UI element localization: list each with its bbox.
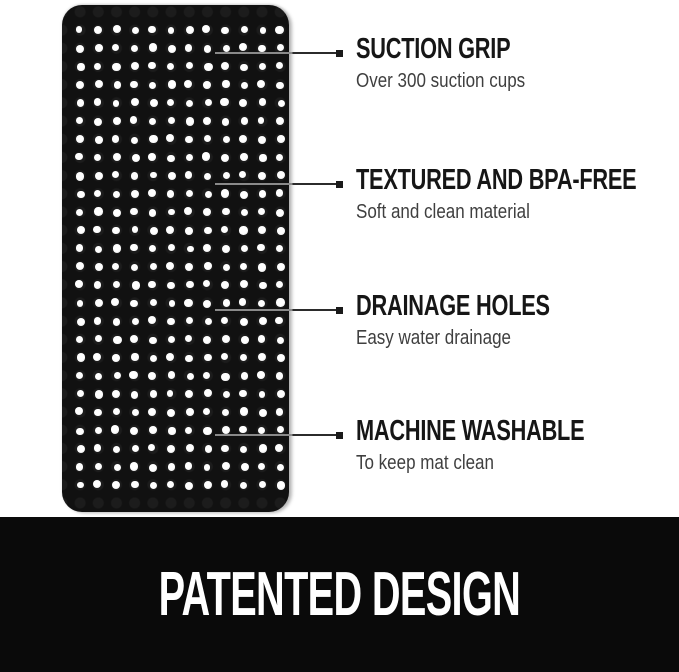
drainage-hole bbox=[276, 408, 284, 416]
drainage-hole bbox=[94, 26, 102, 34]
feature-callout bbox=[0, 166, 679, 276]
drainage-hole bbox=[186, 26, 194, 34]
drainage-hole bbox=[113, 408, 120, 415]
callout-connector-line bbox=[215, 52, 336, 54]
drainage-hole bbox=[132, 281, 140, 289]
callout-description: Easy water drainage bbox=[356, 327, 511, 349]
drainage-hole bbox=[221, 154, 229, 162]
drainage-hole bbox=[167, 282, 175, 290]
callout-marker-square-icon bbox=[336, 307, 343, 314]
drainage-hole bbox=[113, 25, 121, 33]
drainage-hole bbox=[276, 281, 283, 288]
drainage-hole bbox=[275, 26, 283, 34]
drainage-hole bbox=[113, 281, 120, 288]
drainage-hole bbox=[259, 409, 267, 417]
drainage-hole bbox=[148, 408, 156, 416]
drainage-hole bbox=[186, 408, 194, 416]
feature-callout bbox=[0, 417, 679, 527]
drainage-hole bbox=[94, 409, 102, 417]
drainage-hole bbox=[186, 281, 193, 288]
callout-title: TEXTURED AND BPA-FREE bbox=[356, 164, 637, 196]
drainage-hole bbox=[202, 152, 210, 160]
drainage-hole bbox=[203, 408, 210, 415]
drainage-hole bbox=[132, 154, 140, 162]
drainage-hole bbox=[167, 155, 174, 162]
drainage-hole bbox=[148, 281, 156, 289]
drainage-hole bbox=[240, 280, 248, 288]
drainage-hole bbox=[132, 27, 140, 35]
drainage-hole bbox=[148, 153, 156, 161]
callout-title: DRAINAGE HOLES bbox=[356, 290, 550, 322]
drainage-hole bbox=[259, 282, 267, 290]
callout-description: To keep mat clean bbox=[356, 452, 494, 474]
feature-callout bbox=[0, 292, 679, 402]
feature-callout bbox=[0, 35, 679, 145]
callout-title: SUCTION GRIP bbox=[356, 33, 511, 65]
drainage-hole bbox=[276, 154, 283, 161]
drainage-hole bbox=[186, 154, 193, 161]
drainage-hole bbox=[241, 26, 248, 33]
drainage-hole bbox=[203, 280, 210, 287]
callout-connector-line bbox=[215, 309, 336, 311]
drainage-hole bbox=[75, 407, 83, 415]
drainage-hole bbox=[75, 153, 82, 160]
drainage-hole bbox=[259, 154, 266, 161]
drainage-hole bbox=[76, 26, 83, 33]
drainage-hole bbox=[202, 25, 210, 33]
drainage-hole bbox=[222, 409, 229, 416]
drainage-hole bbox=[167, 409, 175, 417]
callout-connector-line bbox=[215, 183, 336, 185]
drainage-hole bbox=[221, 281, 229, 289]
banner-title: PATENTED DESIGN bbox=[158, 560, 521, 629]
drainage-hole bbox=[113, 153, 121, 161]
drainage-hole bbox=[132, 409, 139, 416]
callout-marker-square-icon bbox=[336, 181, 343, 188]
drainage-hole bbox=[94, 154, 101, 161]
callout-marker-square-icon bbox=[336, 432, 343, 439]
drainage-hole bbox=[221, 27, 229, 35]
drainage-hole bbox=[240, 153, 248, 161]
drainage-hole bbox=[94, 281, 101, 288]
callout-description: Soft and clean material bbox=[356, 201, 530, 223]
drainage-hole bbox=[148, 26, 155, 33]
callout-description: Over 300 suction cups bbox=[356, 70, 526, 92]
drainage-hole bbox=[168, 27, 175, 34]
drainage-hole bbox=[240, 407, 248, 415]
drainage-hole bbox=[75, 280, 83, 288]
callout-connector-line bbox=[215, 434, 336, 436]
drainage-hole bbox=[260, 27, 267, 34]
callout-title: MACHINE WASHABLE bbox=[356, 415, 585, 447]
callout-marker-square-icon bbox=[336, 50, 343, 57]
patented-design-banner bbox=[0, 517, 679, 672]
